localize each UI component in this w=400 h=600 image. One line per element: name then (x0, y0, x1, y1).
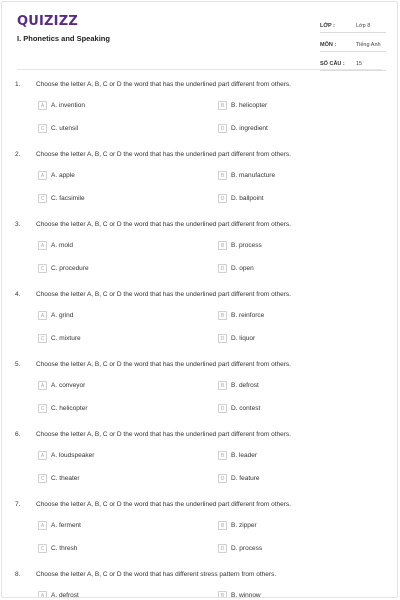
option-text: C. utensil (51, 125, 79, 132)
option-text: B. helicopter (231, 102, 268, 109)
option-letter-box[interactable]: D (218, 264, 227, 273)
answer-option[interactable] (38, 521, 81, 530)
question-number: 2. (15, 151, 21, 158)
meta-value: Lớp 8 (356, 23, 371, 29)
answer-option[interactable] (218, 264, 254, 273)
question-number: 6. (15, 431, 21, 438)
answer-option[interactable] (38, 101, 85, 110)
question-text: Choose the letter A, B, C or D the word that has different stress pattern from others. (36, 571, 277, 578)
option-letter-box[interactable]: A (38, 591, 47, 598)
option-text: A. mold (51, 242, 74, 249)
answer-option[interactable] (218, 334, 255, 343)
option-text: C. theater (51, 475, 80, 482)
quizizz-logo: QUIZIZZ (17, 14, 78, 29)
answer-option[interactable] (38, 171, 75, 180)
worksheet-page (1, 1, 398, 598)
answer-option[interactable] (38, 334, 81, 343)
answer-option[interactable] (218, 451, 257, 460)
option-letter-box[interactable]: A (38, 241, 47, 250)
answer-option[interactable] (218, 381, 259, 390)
answer-option[interactable] (38, 404, 88, 413)
question-number: 3. (15, 221, 21, 228)
answer-option[interactable] (38, 311, 73, 320)
option-letter-box[interactable]: A (38, 171, 47, 180)
question-text: Choose the letter A, B, C or D the word that has the underlined part different from others. (36, 81, 291, 88)
answer-option[interactable] (38, 194, 85, 203)
option-letter-box[interactable]: C (38, 474, 47, 483)
answer-option[interactable] (38, 264, 89, 273)
answer-option[interactable] (218, 241, 262, 250)
option-text: D. process (231, 545, 263, 552)
worksheet-meta (320, 14, 386, 71)
option-text: C. mixture (51, 335, 81, 342)
option-letter-box[interactable]: D (218, 474, 227, 483)
answer-option[interactable] (218, 124, 268, 133)
option-text: D. contest (231, 405, 261, 412)
option-text: B. manufacture (231, 172, 276, 179)
option-letter-box[interactable]: A (38, 311, 47, 320)
option-letter-box[interactable]: B (218, 101, 227, 110)
option-letter-box[interactable]: A (38, 101, 47, 110)
option-letter-box[interactable]: B (218, 311, 227, 320)
option-letter-box[interactable]: A (38, 521, 47, 530)
answer-option[interactable] (218, 521, 257, 530)
answer-option[interactable] (218, 591, 261, 598)
option-letter-box[interactable]: C (38, 264, 47, 273)
option-text: B. defrost (231, 382, 259, 389)
answer-option[interactable] (38, 591, 79, 598)
option-text: D. feature (231, 475, 260, 482)
option-letter-box[interactable]: B (218, 381, 227, 390)
option-letter-box[interactable]: C (38, 124, 47, 133)
option-letter-box[interactable]: C (38, 404, 47, 413)
option-letter-box[interactable]: D (218, 544, 227, 553)
option-text: A. loudspeaker (51, 452, 95, 459)
answer-option[interactable] (218, 194, 264, 203)
option-letter-box[interactable]: D (218, 194, 227, 203)
option-text: A. ferment (51, 522, 81, 529)
option-text: A. defrost (51, 592, 79, 598)
question-number: 7. (15, 501, 21, 508)
option-text: B. reinforce (231, 312, 265, 319)
answer-option[interactable] (38, 381, 85, 390)
meta-row-class (320, 14, 386, 33)
option-text: A. apple (51, 172, 75, 179)
answer-option[interactable] (218, 101, 267, 110)
answer-option[interactable] (218, 171, 275, 180)
header-divider (17, 69, 382, 70)
question-number: 5. (15, 361, 21, 368)
option-text: C. helicopter (51, 405, 88, 412)
option-text: D. open (231, 265, 254, 272)
option-letter-box[interactable]: B (218, 591, 227, 598)
option-letter-box[interactable]: D (218, 334, 227, 343)
option-text: B. process (231, 242, 262, 249)
option-text: A. invention (51, 102, 85, 109)
option-letter-box[interactable]: C (38, 544, 47, 553)
question-text: Choose the letter A, B, C or D the word that has the underlined part different from others. (36, 431, 291, 438)
answer-option[interactable] (38, 451, 94, 460)
answer-option[interactable] (38, 124, 78, 133)
meta-label: MÔN : (320, 42, 337, 48)
answer-option[interactable] (218, 404, 260, 413)
option-letter-box[interactable]: D (218, 404, 227, 413)
option-letter-box[interactable]: B (218, 241, 227, 250)
question-text: Choose the letter A, B, C or D the word that has the underlined part different from others. (36, 221, 291, 228)
answer-option[interactable] (218, 544, 262, 553)
question-text: Choose the letter A, B, C or D the word that has the underlined part different from others. (36, 501, 291, 508)
meta-value: Tiếng Anh (356, 42, 381, 48)
option-text: D. ingredient (231, 125, 268, 132)
question-text: Choose the letter A, B, C or D the word that has the underlined part different from others. (36, 361, 291, 368)
question-number: 8. (15, 571, 21, 578)
answer-option[interactable] (38, 241, 73, 250)
option-text: C. procedure (51, 265, 89, 272)
option-text: C. facsimile (51, 195, 85, 202)
option-text: A. grind (51, 312, 74, 319)
meta-label: LỚP : (320, 23, 335, 29)
option-letter-box[interactable]: A (38, 451, 47, 460)
option-letter-box[interactable]: A (38, 381, 47, 390)
option-text: D. liquor (231, 335, 256, 342)
meta-label: SỐ CÂU : (320, 61, 345, 67)
option-letter-box[interactable]: D (218, 124, 227, 133)
worksheet-title: I. Phonetics and Speaking (17, 34, 110, 43)
option-text: A. conveyor (51, 382, 86, 389)
answer-option[interactable] (218, 311, 264, 320)
question-text: Choose the letter A, B, C or D the word that has the underlined part different from others. (36, 291, 291, 298)
question-number: 4. (15, 291, 21, 298)
question-text: Choose the letter A, B, C or D the word that has the underlined part different from others. (36, 151, 291, 158)
option-text: B. leader (231, 452, 258, 459)
option-letter-box[interactable]: C (38, 334, 47, 343)
option-text: D. ballpoint (231, 195, 264, 202)
answer-option[interactable] (38, 474, 80, 483)
option-text: B. winnow (231, 592, 261, 598)
option-letter-box[interactable]: B (218, 521, 227, 530)
question-number: 1. (15, 81, 21, 88)
option-text: B. zipper (231, 522, 257, 529)
option-letter-box[interactable]: B (218, 451, 227, 460)
meta-row-subject (320, 33, 386, 52)
answer-option[interactable] (218, 474, 260, 483)
answer-option[interactable] (38, 544, 77, 553)
option-text: C. thresh (51, 545, 78, 552)
option-letter-box[interactable]: B (218, 171, 227, 180)
option-letter-box[interactable]: C (38, 194, 47, 203)
meta-value: 15 (356, 61, 363, 67)
